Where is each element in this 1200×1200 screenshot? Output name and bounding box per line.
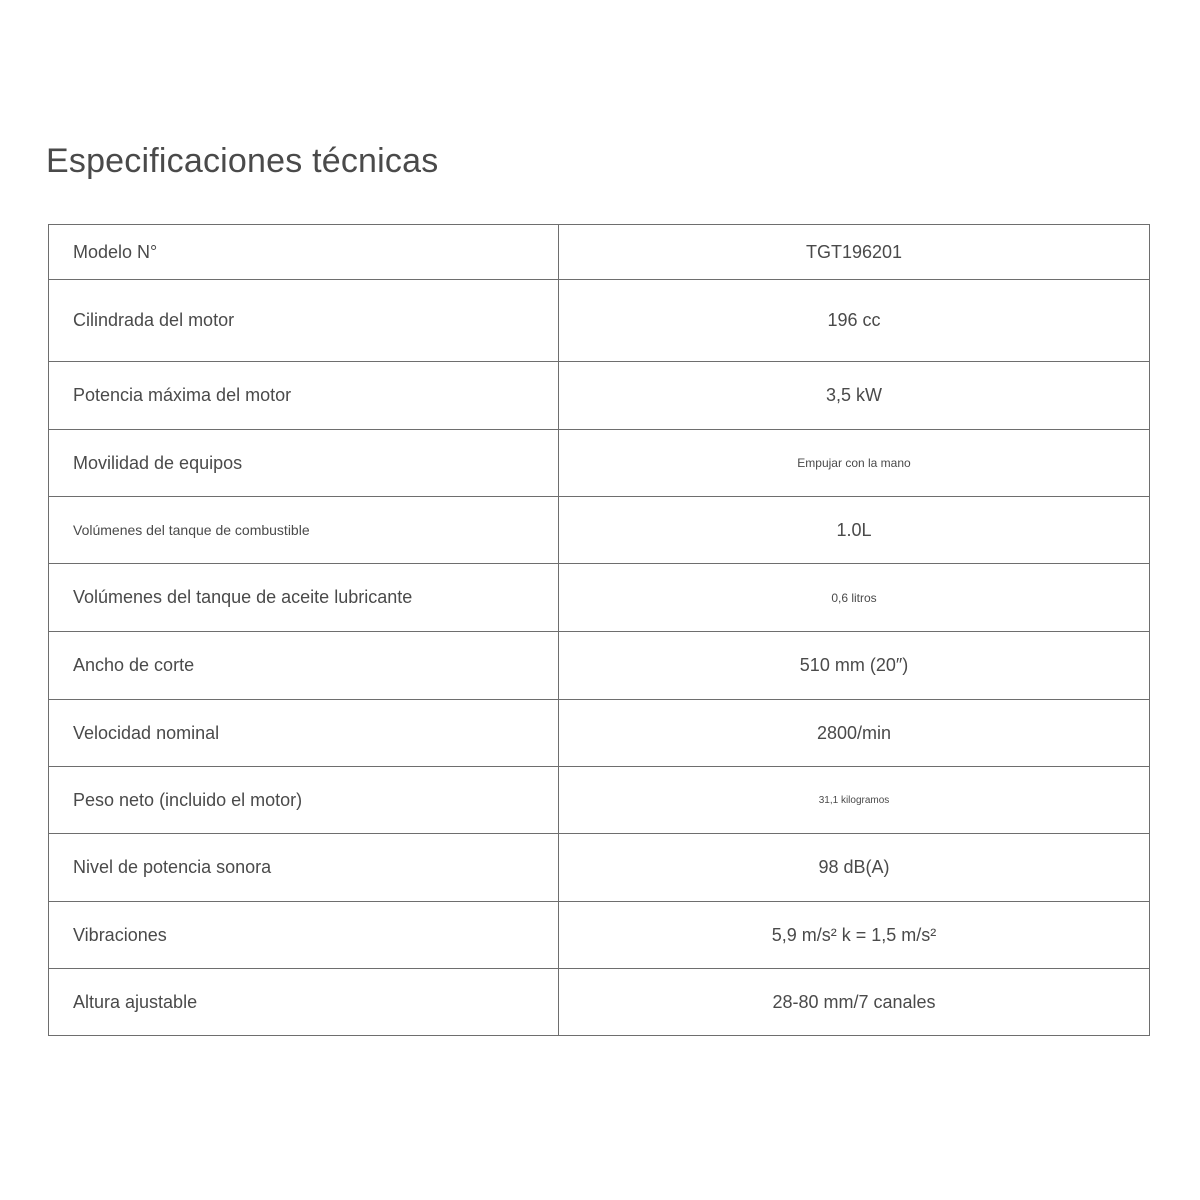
table-row [49, 430, 1150, 497]
spec-value: 5,9 m/s² k = 1,5 m/s² [559, 902, 1150, 969]
spec-value: 31,1 kilogramos [559, 767, 1150, 834]
spec-value: 3,5 kW [559, 362, 1150, 430]
spec-label: Ancho de corte [49, 632, 559, 700]
spec-label: Nivel de potencia sonora [49, 834, 559, 902]
spec-value: 510 mm (20″) [559, 632, 1150, 700]
spec-value: TGT196201 [559, 225, 1150, 280]
spec-label: Volúmenes del tanque de aceite lubricante [49, 564, 559, 632]
table-row [49, 632, 1150, 700]
table-row [49, 834, 1150, 902]
spec-label: Potencia máxima del motor [49, 362, 559, 430]
spec-value: 2800/min [559, 700, 1150, 767]
spec-value: Empujar con la mano [559, 430, 1150, 497]
spec-label: Peso neto (incluido el motor) [49, 767, 559, 834]
spec-value: 196 cc [559, 280, 1150, 362]
spec-label: Modelo N° [49, 225, 559, 280]
spec-value: 1.0L [559, 497, 1150, 564]
table-row [49, 767, 1150, 834]
table-row [49, 497, 1150, 564]
spec-table [48, 224, 1150, 1036]
spec-label: Volúmenes del tanque de combustible [49, 497, 559, 564]
spec-label: Cilindrada del motor [49, 280, 559, 362]
table-row [49, 700, 1150, 767]
spec-value: 0,6 litros [559, 564, 1150, 632]
table-row [49, 280, 1150, 362]
spec-label: Vibraciones [49, 902, 559, 969]
spec-label: Altura ajustable [49, 969, 559, 1036]
table-row [49, 225, 1150, 280]
spec-value: 28-80 mm/7 canales [559, 969, 1150, 1036]
spec-label: Velocidad nominal [49, 700, 559, 767]
table-row [49, 902, 1150, 969]
spec-value: 98 dB(A) [559, 834, 1150, 902]
table-row [49, 969, 1150, 1036]
page-title: Especificaciones técnicas [46, 142, 439, 180]
spec-label: Movilidad de equipos [49, 430, 559, 497]
table-row [49, 362, 1150, 430]
table-row [49, 564, 1150, 632]
